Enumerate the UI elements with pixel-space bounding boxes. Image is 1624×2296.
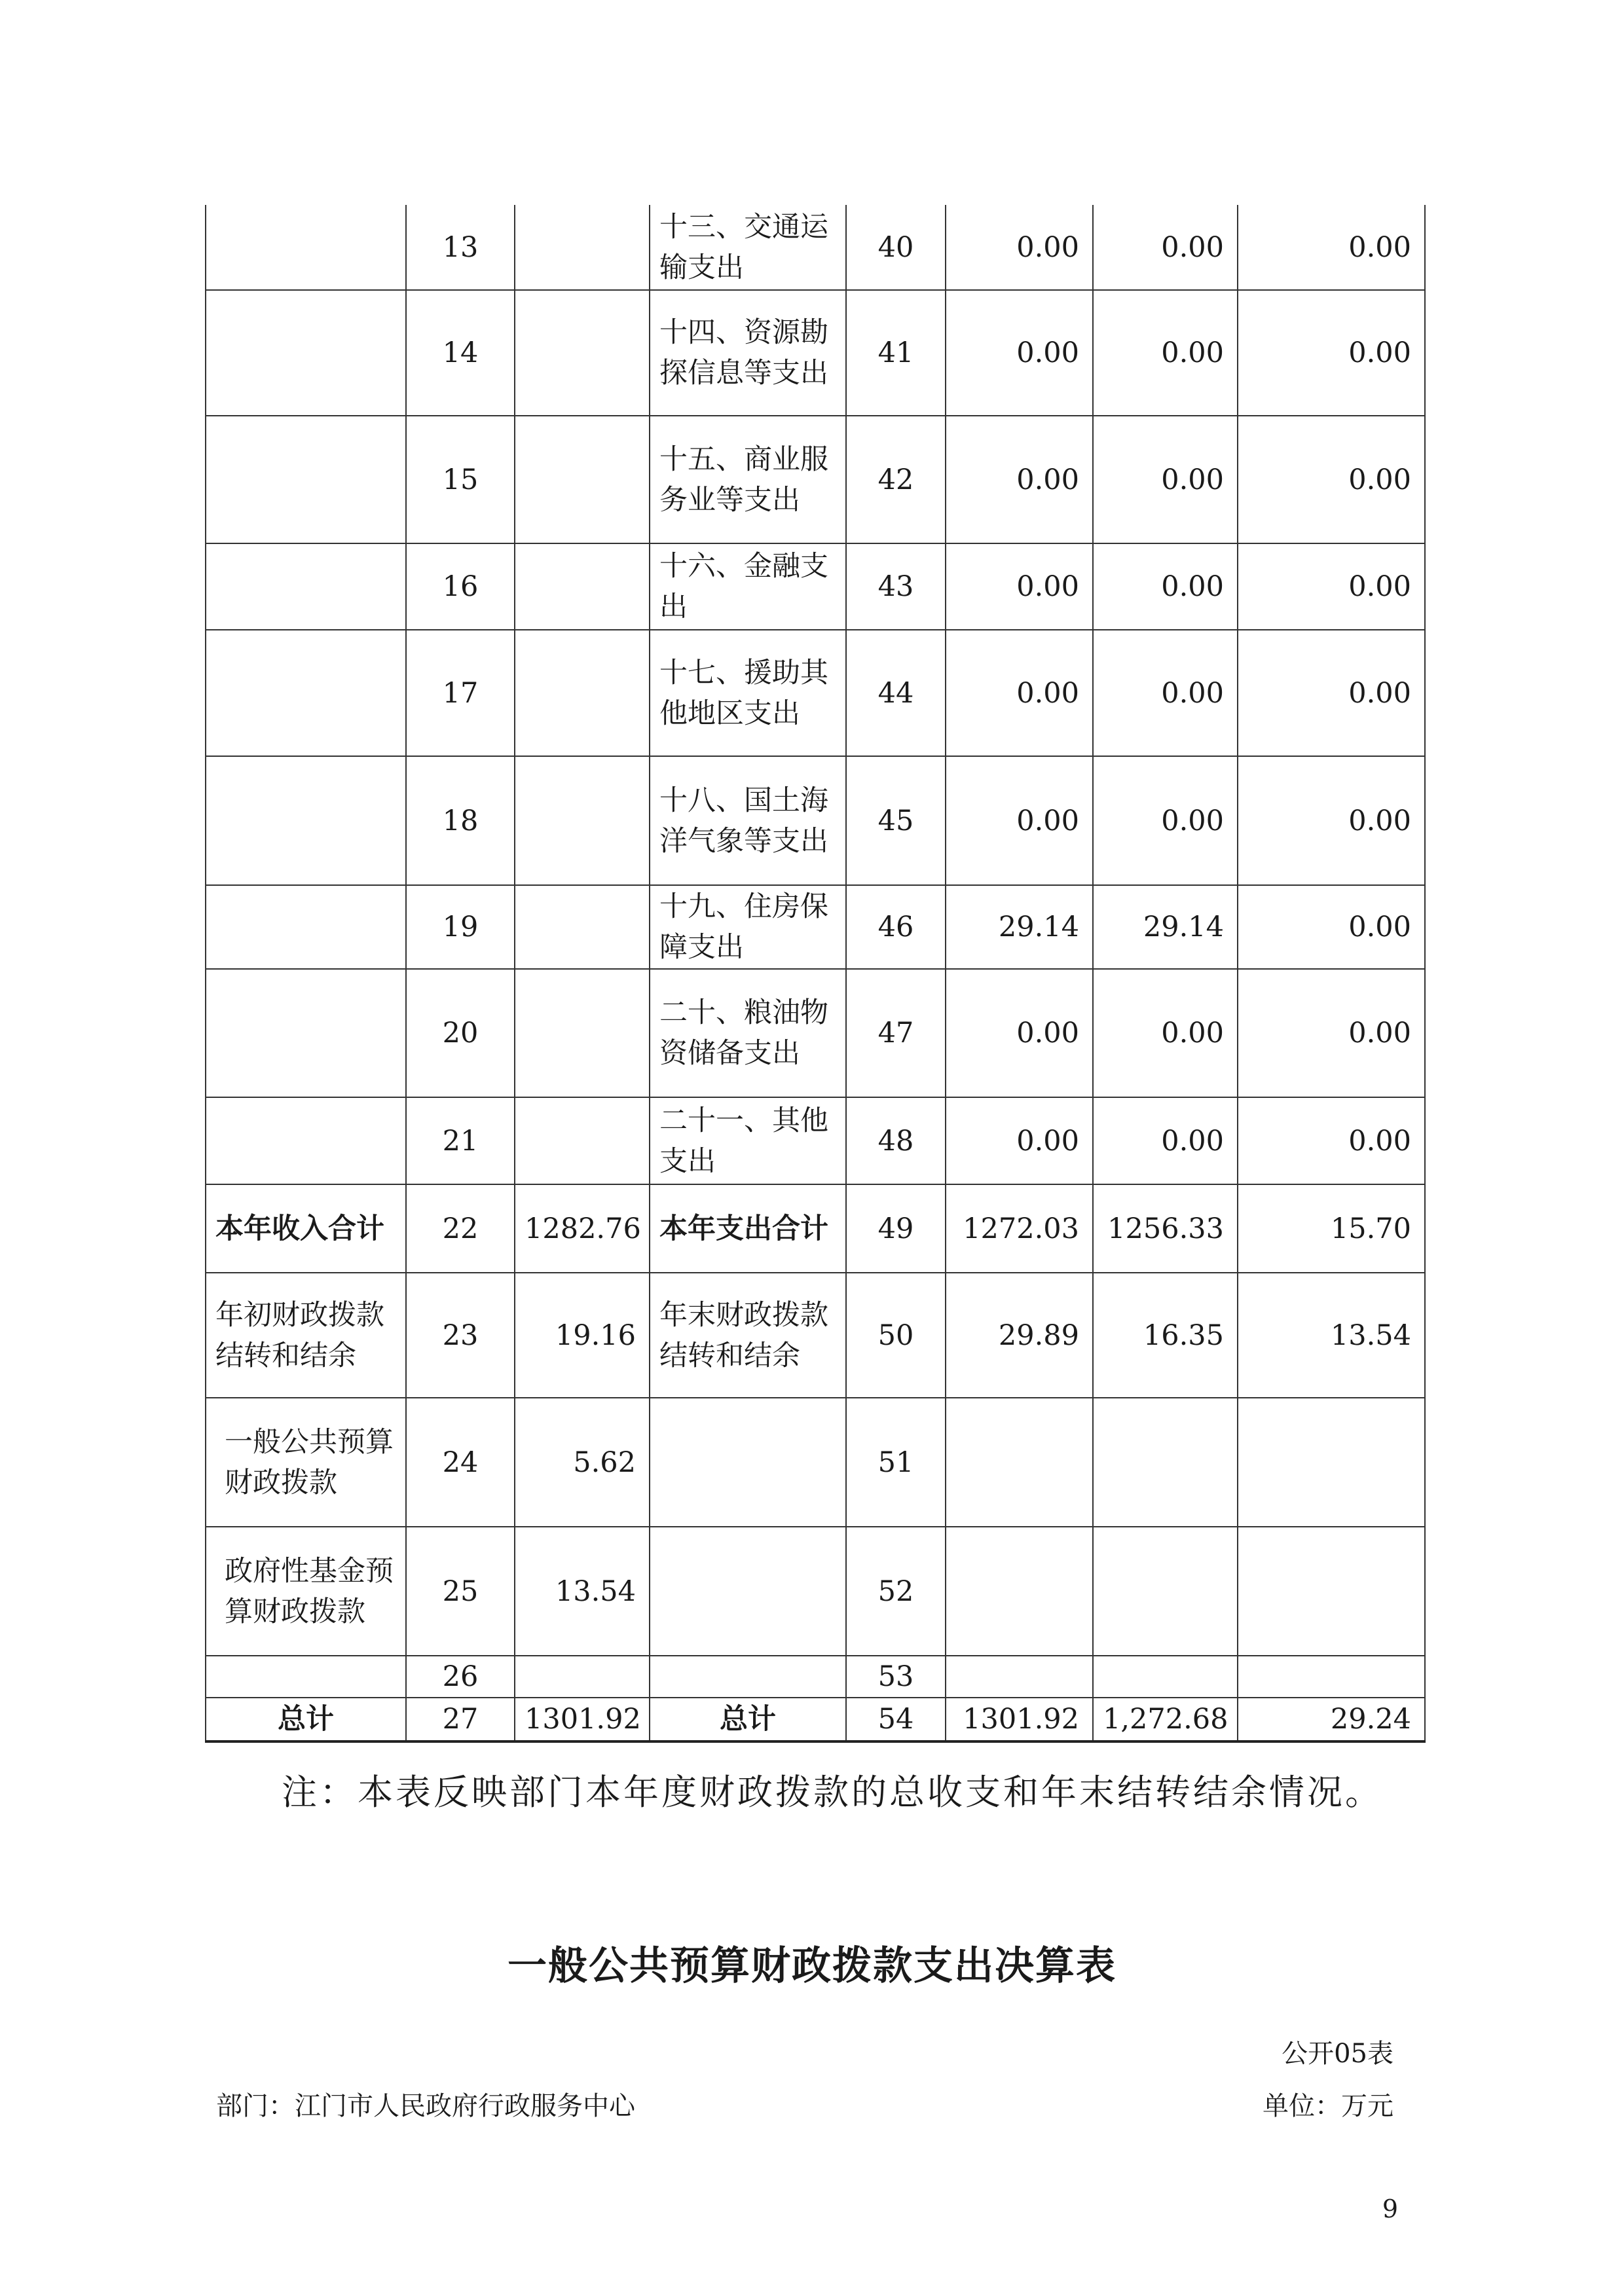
income-item-cell <box>206 290 406 416</box>
general-budget-cell <box>1093 1656 1238 1698</box>
general-budget-cell: 1256.33 <box>1093 1184 1238 1273</box>
income-line-number-cell: 18 <box>406 756 515 885</box>
expense-item-cell: 十七、援助其他地区支出 <box>650 630 846 756</box>
income-line-number-cell: 23 <box>406 1273 515 1398</box>
expense-item-cell: 十四、资源勘探信息等支出 <box>650 290 846 416</box>
expense-line-number-cell: 50 <box>846 1273 946 1398</box>
page-number: 9 <box>1382 2195 1398 2223</box>
fund-budget-cell: 0.00 <box>1238 969 1425 1097</box>
income-amount-cell <box>515 290 650 416</box>
table-row <box>206 290 1425 416</box>
expense-total-cell: 29.14 <box>946 885 1093 969</box>
income-item-cell <box>206 630 406 756</box>
income-line-number-cell: 14 <box>406 290 515 416</box>
fund-budget-cell: 0.00 <box>1238 885 1425 969</box>
income-item-cell <box>206 1097 406 1184</box>
appropriation-table <box>205 205 1426 1743</box>
expense-line-number-cell: 42 <box>846 416 946 543</box>
general-budget-cell <box>1093 1527 1238 1656</box>
table-row <box>206 885 1425 969</box>
fund-budget-cell: 0.00 <box>1238 1097 1425 1184</box>
income-item-cell <box>206 543 406 630</box>
table-row <box>206 630 1425 756</box>
expense-line-number-cell: 40 <box>846 205 946 290</box>
expense-item-cell: 总计 <box>650 1698 846 1741</box>
expense-item-cell <box>650 1656 846 1698</box>
general-budget-cell: 0.00 <box>1093 543 1238 630</box>
income-line-number-cell: 17 <box>406 630 515 756</box>
department-label: 部门：江门市人民政府行政服务中心 <box>216 2091 635 2121</box>
income-amount-cell <box>515 630 650 756</box>
income-line-number-cell: 22 <box>406 1184 515 1273</box>
expense-total-cell: 29.89 <box>946 1273 1093 1398</box>
general-budget-cell: 0.00 <box>1093 205 1238 290</box>
income-amount-cell <box>515 1656 650 1698</box>
fund-budget-cell <box>1238 1656 1425 1698</box>
income-amount-cell: 19.16 <box>515 1273 650 1398</box>
expense-item-cell: 十三、交通运输支出 <box>650 205 846 290</box>
general-budget-cell: 0.00 <box>1093 630 1238 756</box>
expense-total-cell: 1272.03 <box>946 1184 1093 1273</box>
general-budget-cell <box>1093 1398 1238 1527</box>
general-budget-cell: 0.00 <box>1093 756 1238 885</box>
table-row <box>206 1698 1425 1741</box>
income-amount-cell <box>515 969 650 1097</box>
expense-item-cell: 二十一、其他支出 <box>650 1097 846 1184</box>
income-item-cell: 政府性基金预算财政拨款 <box>206 1527 406 1656</box>
expense-line-number-cell: 46 <box>846 885 946 969</box>
income-amount-cell <box>515 416 650 543</box>
general-budget-cell: 0.00 <box>1093 290 1238 416</box>
table-row <box>206 416 1425 543</box>
income-amount-cell <box>515 756 650 885</box>
income-item-cell <box>206 416 406 543</box>
expense-total-cell: 0.00 <box>946 543 1093 630</box>
table-row <box>206 1527 1425 1656</box>
fund-budget-cell: 0.00 <box>1238 630 1425 756</box>
income-item-cell: 一般公共预算财政拨款 <box>206 1398 406 1527</box>
expense-total-cell <box>946 1656 1093 1698</box>
expense-line-number-cell: 48 <box>846 1097 946 1184</box>
fund-budget-cell: 13.54 <box>1238 1273 1425 1398</box>
general-budget-cell: 0.00 <box>1093 1097 1238 1184</box>
income-item-cell <box>206 885 406 969</box>
income-line-number-cell: 15 <box>406 416 515 543</box>
expense-item-cell <box>650 1398 846 1527</box>
table-row <box>206 1184 1425 1273</box>
income-amount-cell <box>515 885 650 969</box>
table-row <box>206 543 1425 630</box>
expense-total-cell: 0.00 <box>946 416 1093 543</box>
expense-total-cell: 0.00 <box>946 205 1093 290</box>
fund-budget-cell: 29.24 <box>1238 1698 1425 1741</box>
expense-line-number-cell: 51 <box>846 1398 946 1527</box>
income-item-cell: 年初财政拨款结转和结余 <box>206 1273 406 1398</box>
income-line-number-cell: 26 <box>406 1656 515 1698</box>
general-budget-cell: 0.00 <box>1093 416 1238 543</box>
fund-budget-cell <box>1238 1527 1425 1656</box>
income-line-number-cell: 16 <box>406 543 515 630</box>
expense-total-cell: 0.00 <box>946 630 1093 756</box>
income-item-cell <box>206 969 406 1097</box>
general-budget-cell: 1,272.68 <box>1093 1698 1238 1741</box>
income-amount-cell: 1301.92 <box>515 1698 650 1741</box>
income-line-number-cell: 13 <box>406 205 515 290</box>
expense-item-cell: 年末财政拨款结转和结余 <box>650 1273 846 1398</box>
table-row <box>206 205 1425 290</box>
table-row <box>206 969 1425 1097</box>
expense-line-number-cell: 45 <box>846 756 946 885</box>
income-amount-cell <box>515 1097 650 1184</box>
table-note: 注：本表反映部门本年度财政拨款的总收支和年末结转结余情况。 <box>282 1772 1383 1813</box>
income-amount-cell <box>515 543 650 630</box>
expense-item-cell <box>650 1527 846 1656</box>
expense-line-number-cell: 41 <box>846 290 946 416</box>
income-item-cell <box>206 205 406 290</box>
general-budget-cell: 16.35 <box>1093 1273 1238 1398</box>
expense-total-cell: 0.00 <box>946 969 1093 1097</box>
expense-total-cell: 0.00 <box>946 1097 1093 1184</box>
fund-budget-cell: 0.00 <box>1238 416 1425 543</box>
income-line-number-cell: 21 <box>406 1097 515 1184</box>
income-line-number-cell: 27 <box>406 1698 515 1741</box>
table-row <box>206 1273 1425 1398</box>
income-amount-cell: 5.62 <box>515 1398 650 1527</box>
expense-line-number-cell: 54 <box>846 1698 946 1741</box>
fund-budget-cell: 0.00 <box>1238 543 1425 630</box>
income-amount-cell: 1282.76 <box>515 1184 650 1273</box>
income-amount-cell: 13.54 <box>515 1527 650 1656</box>
fund-budget-cell: 0.00 <box>1238 290 1425 416</box>
fund-budget-cell: 0.00 <box>1238 756 1425 885</box>
income-line-number-cell: 20 <box>406 969 515 1097</box>
table-body <box>206 205 1425 1741</box>
income-item-cell: 本年收入合计 <box>206 1184 406 1273</box>
income-line-number-cell: 19 <box>406 885 515 969</box>
income-amount-cell <box>515 205 650 290</box>
income-line-number-cell: 24 <box>406 1398 515 1527</box>
table-row <box>206 756 1425 885</box>
fund-budget-cell: 15.70 <box>1238 1184 1425 1273</box>
fund-budget-cell: 0.00 <box>1238 205 1425 290</box>
income-item-cell: 总计 <box>206 1698 406 1741</box>
expense-item-cell: 十八、国土海洋气象等支出 <box>650 756 846 885</box>
expense-total-cell <box>946 1527 1093 1656</box>
table-row <box>206 1097 1425 1184</box>
expense-line-number-cell: 43 <box>846 543 946 630</box>
expense-item-cell: 二十、粮油物资储备支出 <box>650 969 846 1097</box>
expense-item-cell: 十五、商业服务业等支出 <box>650 416 846 543</box>
expense-total-cell: 0.00 <box>946 756 1093 885</box>
expense-line-number-cell: 49 <box>846 1184 946 1273</box>
expense-total-cell <box>946 1398 1093 1527</box>
expense-item-cell: 十六、金融支出 <box>650 543 846 630</box>
general-budget-cell: 0.00 <box>1093 969 1238 1097</box>
expense-item-cell: 十九、住房保障支出 <box>650 885 846 969</box>
fund-budget-cell <box>1238 1398 1425 1527</box>
expense-total-cell: 1301.92 <box>946 1698 1093 1741</box>
expense-line-number-cell: 52 <box>846 1527 946 1656</box>
unit-label: 单位：万元 <box>1263 2091 1393 2121</box>
expense-line-number-cell: 53 <box>846 1656 946 1698</box>
income-item-cell <box>206 1656 406 1698</box>
expense-line-number-cell: 47 <box>846 969 946 1097</box>
table-number: 公开05表 <box>1282 2039 1393 2069</box>
expense-item-cell: 本年支出合计 <box>650 1184 846 1273</box>
income-item-cell <box>206 756 406 885</box>
expense-line-number-cell: 44 <box>846 630 946 756</box>
income-line-number-cell: 25 <box>406 1527 515 1656</box>
general-budget-cell: 29.14 <box>1093 885 1238 969</box>
next-table-title: 一般公共预算财政拨款支出决算表 <box>507 1943 1116 1989</box>
expense-total-cell: 0.00 <box>946 290 1093 416</box>
table-row <box>206 1656 1425 1698</box>
table-row <box>206 1398 1425 1527</box>
